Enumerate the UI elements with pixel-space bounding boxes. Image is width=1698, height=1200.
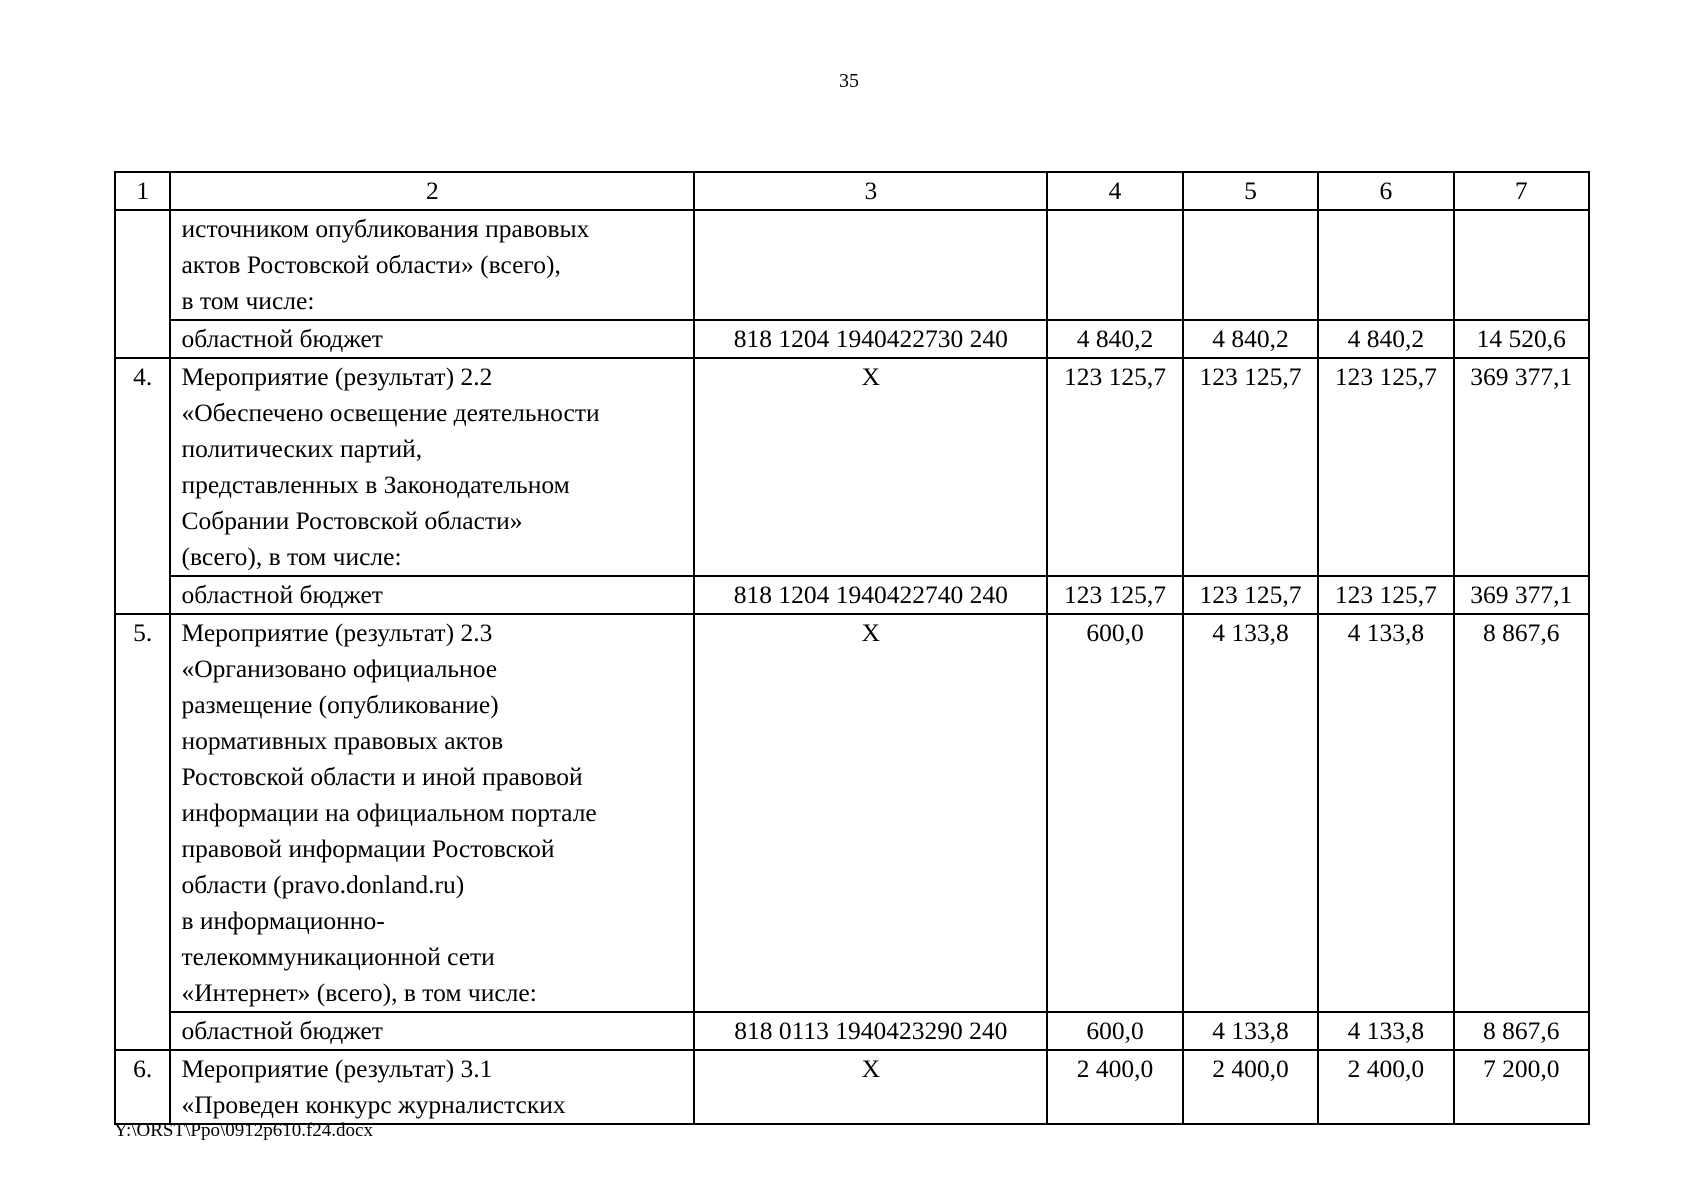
value-col4: 600,0 — [1047, 614, 1182, 1012]
table-row — [115, 210, 1589, 320]
value-col7: 7 200,0 — [1454, 1050, 1589, 1124]
value-cell — [1183, 210, 1318, 320]
value-col5: 123 125,7 — [1183, 358, 1318, 576]
value-col6: 4 133,8 — [1318, 1012, 1453, 1050]
table-subrow — [115, 320, 1589, 358]
budget-code: 818 1204 1940422730 240 — [694, 320, 1047, 358]
description-line: размещение (опубликование) — [181, 690, 499, 719]
description-line: Собрании Ростовской области» — [181, 506, 523, 535]
code-cell: X — [694, 614, 1047, 1012]
value-col4: 4 840,2 — [1047, 320, 1182, 358]
table-subrow — [115, 576, 1589, 614]
budget-source-label: областной бюджет — [170, 1012, 694, 1050]
document-file-path: Y:\ORST\Ppo\0912p610.f24.docx — [114, 1120, 373, 1141]
description-line: правовой информации Ростовской — [181, 834, 555, 863]
row-description — [170, 614, 694, 1012]
value-col7: 8 867,6 — [1454, 1012, 1589, 1050]
header-cell-1: 1 — [115, 172, 170, 210]
description-line: Ростовской области и иной правовой — [181, 762, 583, 791]
value-col4: 2 400,0 — [1047, 1050, 1182, 1124]
description-line: Мероприятие (результат) 2.3 — [181, 618, 493, 647]
header-cell-5: 5 — [1183, 172, 1318, 210]
value-cell — [1047, 210, 1182, 320]
description-line: «Организовано официальное — [181, 654, 498, 683]
description-line: информации на официальном портале — [181, 798, 597, 827]
value-col7: 8 867,6 — [1454, 614, 1589, 1012]
row-description — [170, 358, 694, 576]
budget-code: 818 0113 1940423290 240 — [694, 1012, 1047, 1050]
budget-code: 818 1204 1940422740 240 — [694, 576, 1047, 614]
description-line: «Интернет» (всего), в том числе: — [181, 978, 537, 1007]
header-cell-7: 7 — [1454, 172, 1589, 210]
value-col6: 4 840,2 — [1318, 320, 1453, 358]
row-description — [170, 1050, 694, 1124]
header-cell-4: 4 — [1047, 172, 1182, 210]
header-cell-6: 6 — [1318, 172, 1453, 210]
description-line: «Обеспечено освещение деятельности — [181, 398, 600, 427]
value-col4: 123 125,7 — [1047, 576, 1182, 614]
description-line: области (pravo.donland.ru) — [181, 870, 465, 899]
table-header-row — [115, 172, 1589, 210]
budget-source-label: областной бюджет — [170, 576, 694, 614]
code-cell: X — [694, 358, 1047, 576]
description-line: «Проведен конкурс журналистских — [181, 1090, 566, 1119]
value-col7: 369 377,1 — [1454, 358, 1589, 576]
value-col5: 4 840,2 — [1183, 320, 1318, 358]
budget-source-label: областной бюджет — [170, 320, 694, 358]
header-cell-2: 2 — [170, 172, 694, 210]
description-line: актов Ростовской области» (всего), — [181, 250, 561, 279]
value-cell — [1454, 210, 1589, 320]
row-number: 4. — [115, 358, 170, 614]
table-row — [115, 614, 1589, 1012]
table-subrow — [115, 1012, 1589, 1050]
budget-table — [114, 171, 1590, 1125]
value-col7: 369 377,1 — [1454, 576, 1589, 614]
value-col4: 600,0 — [1047, 1012, 1182, 1050]
row-number-cell — [115, 210, 170, 358]
value-col6: 2 400,0 — [1318, 1050, 1453, 1124]
description-line: в информационно- — [181, 906, 385, 935]
description-line: Мероприятие (результат) 2.2 — [181, 362, 493, 391]
code-cell — [694, 210, 1047, 320]
value-col7: 14 520,6 — [1454, 320, 1589, 358]
code-cell: X — [694, 1050, 1047, 1124]
description-line: в том числе: — [181, 286, 315, 315]
table-row — [115, 358, 1589, 576]
description-line: Мероприятие (результат) 3.1 — [181, 1054, 493, 1083]
row-description — [170, 210, 694, 320]
value-col5: 4 133,8 — [1183, 614, 1318, 1012]
value-col6: 123 125,7 — [1318, 358, 1453, 576]
value-cell — [1318, 210, 1453, 320]
row-number: 6. — [115, 1050, 170, 1124]
value-col5: 4 133,8 — [1183, 1012, 1318, 1050]
value-col6: 4 133,8 — [1318, 614, 1453, 1012]
value-col5: 123 125,7 — [1183, 576, 1318, 614]
header-cell-3: 3 — [694, 172, 1047, 210]
value-col4: 123 125,7 — [1047, 358, 1182, 576]
description-line: телекоммуникационной сети — [181, 942, 495, 971]
description-line: (всего), в том числе: — [181, 542, 402, 571]
row-number: 5. — [115, 614, 170, 1050]
description-line: источником опубликования правовых — [181, 214, 590, 243]
description-line: нормативных правовых актов — [181, 726, 504, 755]
table-row — [115, 1050, 1589, 1124]
description-line: представленных в Законодательном — [181, 470, 570, 499]
value-col6: 123 125,7 — [1318, 576, 1453, 614]
value-col5: 2 400,0 — [1183, 1050, 1318, 1124]
description-line: политических партий, — [181, 434, 423, 463]
page-number: 35 — [839, 70, 859, 92]
